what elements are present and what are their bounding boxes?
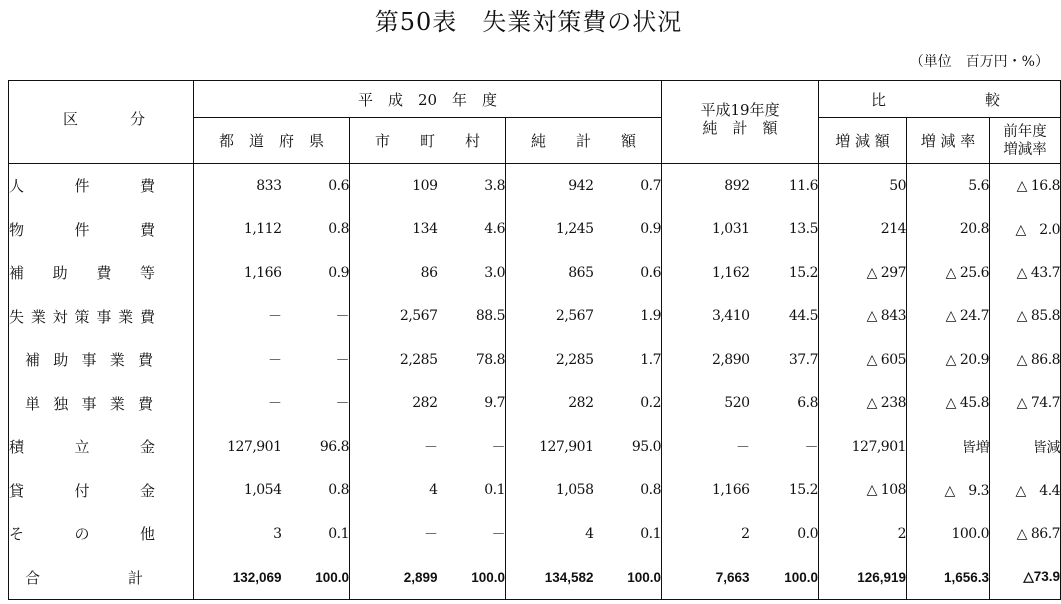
row-label [9, 338, 194, 382]
table-title: 第50表 失業対策費の状況 [374, 8, 683, 36]
table-cell: 1,166 [194, 251, 282, 295]
table-cell: 3.0 [484, 264, 505, 281]
table-cell: △ 297 [819, 251, 907, 295]
row-label-text: 物 件 費 [9, 220, 155, 239]
table-cell: － [662, 425, 750, 469]
row-label [9, 425, 194, 469]
header-net-total: 純 計 額 [506, 118, 662, 164]
table-cell: △ 843 [819, 295, 907, 339]
table-cell: 2,899 [350, 556, 438, 600]
header-prefecture: 都 道 府 県 [194, 118, 350, 164]
table-cell: △ 43.7 [990, 251, 1061, 295]
table-cell: 109 [350, 164, 438, 208]
table-cell: 100.0 [594, 556, 662, 600]
table-cell: 37.7 [788, 351, 819, 368]
table-cell: 2,567 [506, 295, 594, 339]
row-label [9, 295, 194, 339]
table-row [9, 512, 1061, 556]
table-cell: 78.8 [475, 351, 505, 368]
table-cell: 3 [194, 512, 282, 556]
table-cell: 1,162 [662, 251, 750, 295]
table-cell: 1,054 [194, 469, 282, 513]
table-cell: － [491, 526, 505, 543]
table-body [9, 164, 1061, 600]
table-cell: 3,410 [662, 295, 750, 339]
table-cell: 132,069 [194, 556, 282, 600]
row-label [9, 208, 194, 252]
table-row [9, 251, 1061, 295]
table-cell: 126,919 [819, 556, 907, 600]
table-cell: － [194, 338, 282, 382]
table-cell: △ 25.6 [907, 251, 990, 295]
header-h19 [662, 81, 819, 164]
row-label-text: 単 独 事 業 費 [25, 394, 153, 413]
row-label [9, 512, 194, 556]
table-cell: 13.5 [788, 221, 819, 238]
table-cell: △ 86.8 [990, 338, 1061, 382]
table-cell: 2,890 [662, 338, 750, 382]
header-municipal: 市 町 村 [350, 118, 506, 164]
table-cell: － [804, 439, 819, 456]
row-label [9, 382, 194, 426]
table-cell: 100.0 [750, 556, 819, 600]
table-cell: 892 [662, 164, 750, 208]
table-cell: 0.1 [640, 525, 662, 542]
table-cell: 282 [350, 382, 438, 426]
table-cell: 3.8 [484, 177, 505, 194]
row-label-text: 補 助 事 業 費 [25, 351, 153, 370]
table-cell: － [335, 309, 349, 326]
table-cell: 4 [350, 469, 438, 513]
row-label [9, 469, 194, 513]
table-cell: 100.0 [438, 556, 506, 600]
table-cell: 134 [350, 208, 438, 252]
table-cell: 0.7 [640, 177, 662, 194]
table-cell: 2 [662, 512, 750, 556]
header-compare-left: 比 [871, 90, 887, 109]
header-h19-line2: 純 計 額 [702, 119, 778, 137]
table-cell: 1,112 [194, 208, 282, 252]
row-label-text: 積 立 金 [9, 438, 155, 457]
table-cell: 127,901 [506, 425, 594, 469]
table-cell: 0.0 [797, 525, 819, 542]
row-label-text: 貸 付 金 [9, 481, 155, 500]
row-label-text: そ の 他 [9, 525, 155, 544]
expense-table [8, 80, 1061, 600]
header-h19-line1: 平成19年度 [700, 101, 780, 119]
header-change-rate: 増 減 率 [907, 118, 990, 164]
table-cell: △ 24.7 [907, 295, 990, 339]
header-compare [819, 81, 1061, 118]
header-prev-rate-line1: 前年度 [1003, 123, 1047, 140]
header-compare-right: 較 [985, 90, 1001, 109]
table-cell: 1,656.3 [907, 556, 990, 600]
unit-note: （単位 百万円・%） [909, 54, 1049, 70]
table-cell: △ 74.7 [990, 382, 1061, 426]
table-cell: 96.8 [319, 438, 349, 455]
table-cell: 1,058 [506, 469, 594, 513]
table-cell: － [335, 352, 349, 369]
table-cell: － [194, 382, 282, 426]
table-cell: 0.2 [640, 395, 662, 412]
table-cell: 4.6 [484, 221, 505, 238]
table-cell: 0.6 [328, 177, 349, 194]
table-row [9, 164, 1061, 208]
table-cell: 15.2 [788, 264, 819, 281]
table-cell: 2 [819, 512, 907, 556]
table-cell: － [194, 295, 282, 339]
table-cell: 6.8 [797, 395, 819, 412]
table-cell: 1,031 [662, 208, 750, 252]
table-cell: 15.2 [788, 482, 819, 499]
table-cell: 7,663 [662, 556, 750, 600]
table-cell: 0.8 [328, 221, 349, 238]
table-cell: △ 108 [819, 469, 907, 513]
table-cell: 100.0 [282, 556, 350, 600]
table-cell: 50 [819, 164, 907, 208]
table-cell: － [350, 425, 438, 469]
table-cell: 86 [350, 251, 438, 295]
header-prev-rate [990, 118, 1061, 164]
row-label [9, 251, 194, 295]
table-cell: △ 238 [819, 382, 907, 426]
header-prev-rate-line2: 増減率 [1003, 141, 1047, 158]
table-cell: 865 [506, 251, 594, 295]
table-cell: 2,285 [506, 338, 594, 382]
table-cell: 0.9 [328, 264, 349, 281]
table-cell: △ 4.4 [990, 469, 1061, 513]
table-cell: 833 [194, 164, 282, 208]
table-cell: 0.1 [484, 482, 505, 499]
table-cell: △ 86.7 [990, 512, 1061, 556]
table-cell: 1.7 [640, 351, 662, 368]
table-cell: 95.0 [631, 438, 662, 455]
row-label-text: 補 助 費 等 [9, 264, 155, 283]
table-cell: △73.9 [990, 556, 1061, 600]
table-cell: △ 20.9 [907, 338, 990, 382]
table-cell: △ 605 [819, 338, 907, 382]
table-row [9, 425, 1061, 469]
table-row [9, 469, 1061, 513]
table-cell: 0.8 [640, 482, 662, 499]
table-cell: 9.7 [484, 395, 505, 412]
table-row [9, 556, 1061, 600]
table-cell: 100.0 [907, 512, 990, 556]
table-cell: 20.8 [907, 208, 990, 252]
table-cell: 127,901 [819, 425, 907, 469]
table-cell: － [350, 512, 438, 556]
table-cell: 44.5 [788, 308, 819, 325]
table-cell: △ 16.8 [990, 164, 1061, 208]
table-cell: 5.6 [907, 164, 990, 208]
row-label-text: 失 業 対 策 事 業 費 [9, 307, 155, 326]
table-cell: － [491, 439, 505, 456]
row-label [9, 556, 194, 600]
table-cell: 11.6 [788, 177, 819, 194]
table-row [9, 295, 1061, 339]
table-cell: 0.8 [328, 482, 349, 499]
table-cell: － [335, 396, 349, 413]
table-cell: 282 [506, 382, 594, 426]
table-cell: 1.9 [640, 308, 662, 325]
table-cell: 520 [662, 382, 750, 426]
table-row [9, 338, 1061, 382]
table-cell: 942 [506, 164, 594, 208]
table-cell: 88.5 [475, 308, 505, 325]
table-cell: 0.6 [640, 264, 662, 281]
table-cell: 214 [819, 208, 907, 252]
table-cell: 4 [506, 512, 594, 556]
table-cell: △ 45.8 [907, 382, 990, 426]
table-cell: 皆減 [990, 425, 1061, 469]
header-category: 区 分 [9, 81, 194, 164]
table-row [9, 208, 1061, 252]
table-cell: 0.9 [640, 221, 662, 238]
table-cell: 1,245 [506, 208, 594, 252]
row-label-text: 人 件 費 [9, 177, 155, 196]
row-label-text: 合 計 [25, 568, 143, 587]
table-cell: 皆増 [907, 425, 990, 469]
table-cell: 127,901 [194, 425, 282, 469]
table-cell: 2,567 [350, 295, 438, 339]
row-label [9, 164, 194, 208]
table-cell: △ 2.0 [990, 208, 1061, 252]
table-row [9, 382, 1061, 426]
table-cell: △ 85.8 [990, 295, 1061, 339]
table-cell: 1,166 [662, 469, 750, 513]
table-cell: 134,582 [506, 556, 594, 600]
table-cell: 0.1 [328, 525, 349, 542]
table-cell: △ 9.3 [907, 469, 990, 513]
header-change-amount: 増 減 額 [819, 118, 907, 164]
header-h20: 平 成 20 年 度 [194, 81, 662, 118]
table-cell: 2,285 [350, 338, 438, 382]
